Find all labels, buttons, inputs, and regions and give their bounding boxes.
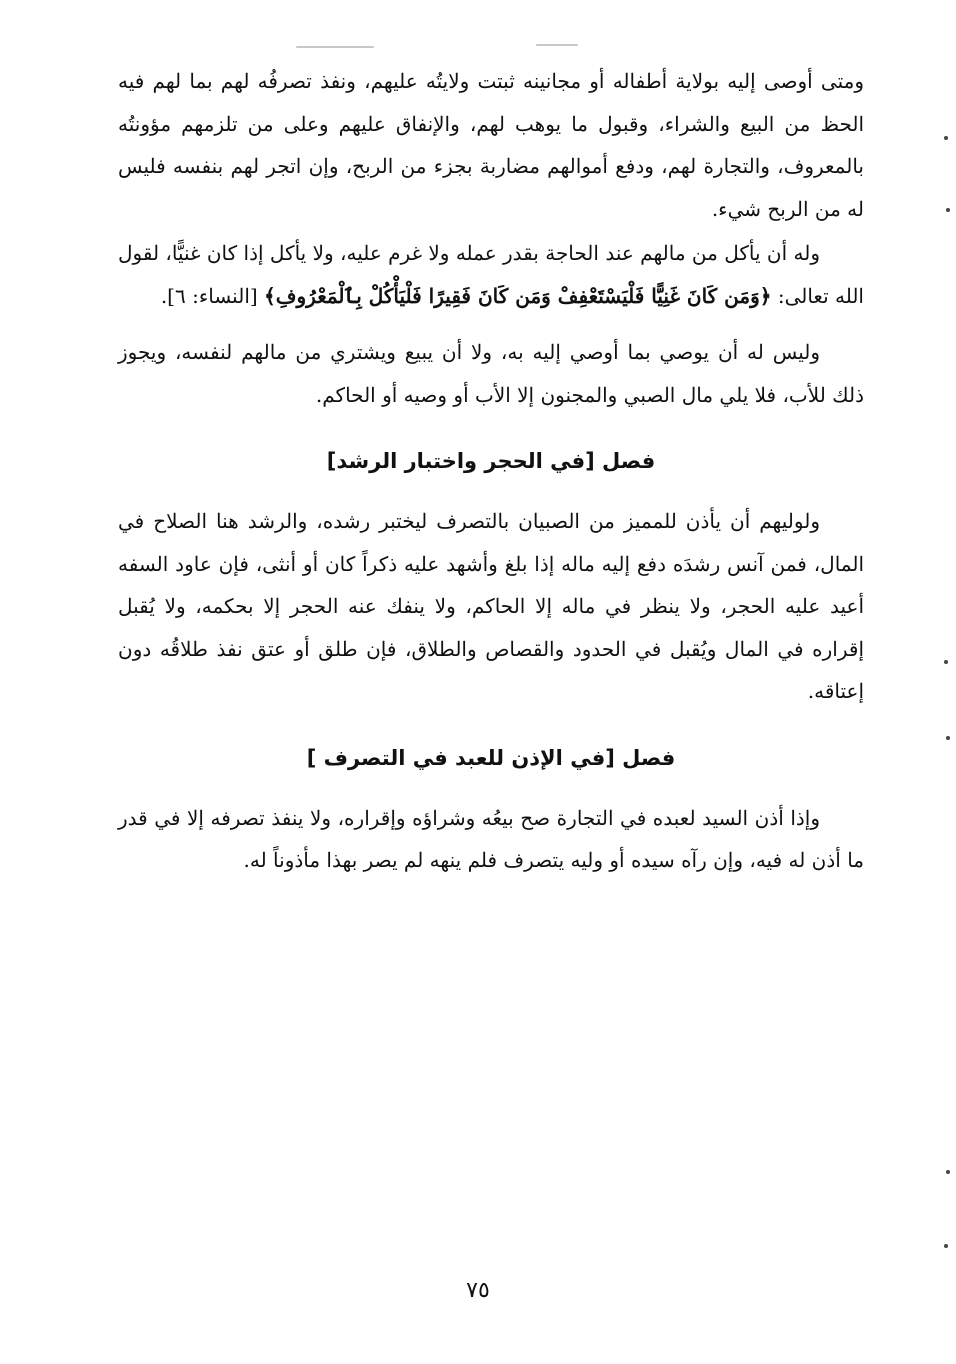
paragraph-guardianship: ومتى أوصى إليه بولاية أطفاله أو مجانينه ثبتت ولايتُه عليهم، ونفذ تصرفُه لهم بما لهم فيه الحظ من البيع والشراء، وقبول ما يوهب لهم، والإنفاق عليهم وعلى من تلزمهم مؤونتُه بالمعروف، والتجارة لهم، ودفع أموالهم مضاربة بجزء من الربح، وإن اتجر لهم بنفسه فليس له من الربح شيء. [118,69,865,221]
quran-verse: ﴿وَمَن كَانَ غَنِيًّا فَلْيَسْتَعْفِفْ وَمَن كَانَ فَقِيرًا فَلْيَأْكُلْ بِٱلْمَعْرُوفِ﴾ [264,283,772,308]
margin-mark [946,1170,950,1174]
scan-speck [296,46,374,48]
section-heading-slave-permission: فصل [في الإذن للعبد في التصرف ] [306,745,676,770]
paragraph-eating-from-wealth [118,232,864,317]
margin-mark [944,136,948,140]
scan-speck [536,44,578,46]
paragraph-slave-trade: وإذا أذن السيد لعبده في التجارة صح بيعُه وشراؤه وإقراره، ولا ينفذ تصرفه إلا في قدر ما أذن له فيه، وإن رآه سيده أو وليه يتصرف فلم ينهه لم يصر بهذا مأذوناً له. [118,805,864,872]
paragraph-testing-maturity: ولوليهم أن يأذن للمميز من الصبيان بالتصرف ليختبر رشده، والرشد هنا الصلاح في المال، فمن آنس رشدَه دفع إليه ماله إذا بلغ وأشهد عليه ذكراً كان أو أنثى، فإن عاود السفه أعيد عليه الحجر، ولا ينظر في ماله إلا الحاكم، ولا ينفك عنه الحجر إلا بحكمه، ولا يُقبل إقراره في المال ويُقبل في الحدود والقصاص والطلاق، فإن طلق أو عتق نفذ طلاقُه دون إعتاقه. [118,509,865,703]
margin-mark [946,736,950,740]
margin-mark [946,208,950,212]
verse-citation: [النساء: ٦]. [160,283,258,308]
paragraph-no-self-dealing: وليس له أن يوصي بما أوصي إليه به، ولا أن يبيع ويشتري من مالهم لنفسه، ويجوز ذلك للأب، فلا يلي مال الصبي والمجنون إلا الأب أو وصيه أو الحاكم. [118,340,864,407]
section-heading-interdiction: فصل [في الحجر واختبار الرشد] [326,449,656,473]
main-text [118,60,864,882]
margin-mark [944,660,948,664]
page-number: ٧٥ [466,1278,490,1303]
paragraph-eating-text: وله أن يأكل من مالهم عند الحاجة بقدر عمله ولا غرم عليه، ولا يأكل إذا كان غنيًّا، لقول الله تعالى: [118,241,864,308]
margin-mark [944,1244,948,1248]
